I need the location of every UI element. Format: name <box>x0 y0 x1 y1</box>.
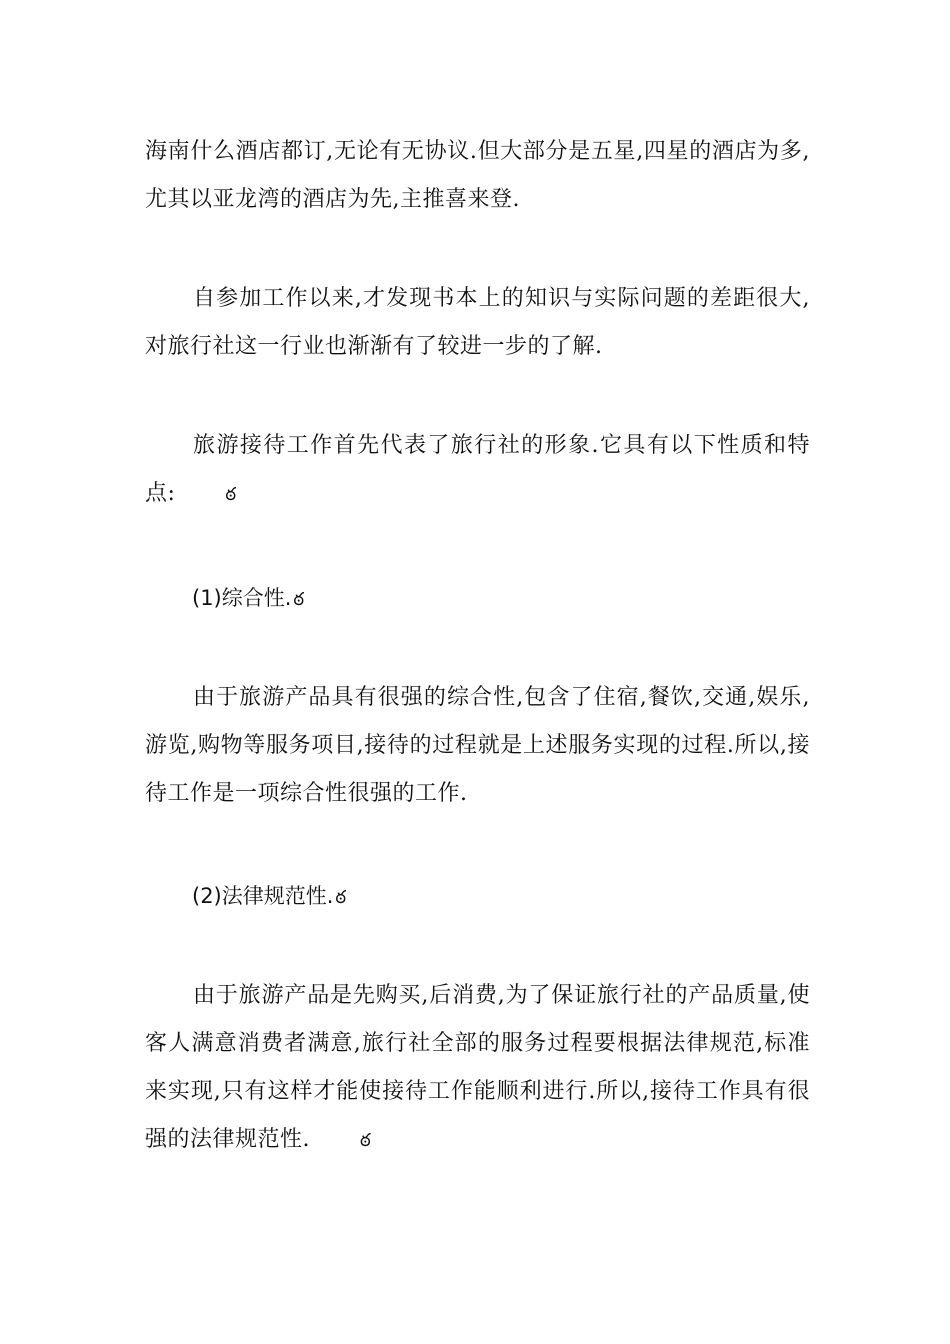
paragraph-hotels-text: 海南什么酒店都订,无论有无协议.但大部分是五星,四星的酒店为多,尤其以亚龙湾的酒店为先,主推喜来登. <box>145 139 810 212</box>
heading-legal-norms <box>192 872 346 922</box>
heading-comprehensiveness-text: (1)综合性. <box>192 586 292 610</box>
paragraph-work-experience <box>145 275 810 371</box>
paragraph-mark-icon: ఠ <box>225 484 237 505</box>
paragraph-legal-norms-text: 由于旅游产品是先购买,后消费,为了保证旅行社的产品质量,使客人满意消费者满意,旅行社全部的服务过程要根据法律规范,标准来实现,只有这样才能使接待工作能顺利进行.所以,接待工作具有很强的法律规范性. <box>145 983 810 1152</box>
paragraph-comprehensiveness-text: 由于旅游产品具有很强的综合性,包含了住宿,餐饮,交通,娱乐,游览,购物等服务项目,接待的过程就是上述服务实现的过程.所以,接待工作是一项综合性很强的工作. <box>145 685 810 806</box>
paragraph-mark-icon: ఠ <box>293 589 305 610</box>
paragraph-mark-icon: ఠ <box>335 887 347 908</box>
paragraph-reception-nature-text: 旅游接待工作首先代表了旅行社的形象.它具有以下性质和特点: <box>145 433 810 506</box>
paragraph-work-experience-text: 自参加工作以来,才发现书本上的知识与实际问题的差距很大,对旅行社这一行业也渐渐有了较进一步的了解. <box>145 286 810 359</box>
paragraph-hotels <box>145 128 810 224</box>
paragraph-legal-norms <box>145 972 810 1165</box>
heading-legal-norms-text: (2)法律规范性. <box>192 884 334 908</box>
paragraph-mark-icon: ఠ <box>360 1130 372 1151</box>
paragraph-reception-nature <box>145 422 810 519</box>
paragraph-comprehensiveness <box>145 674 810 818</box>
heading-comprehensiveness <box>192 574 304 624</box>
